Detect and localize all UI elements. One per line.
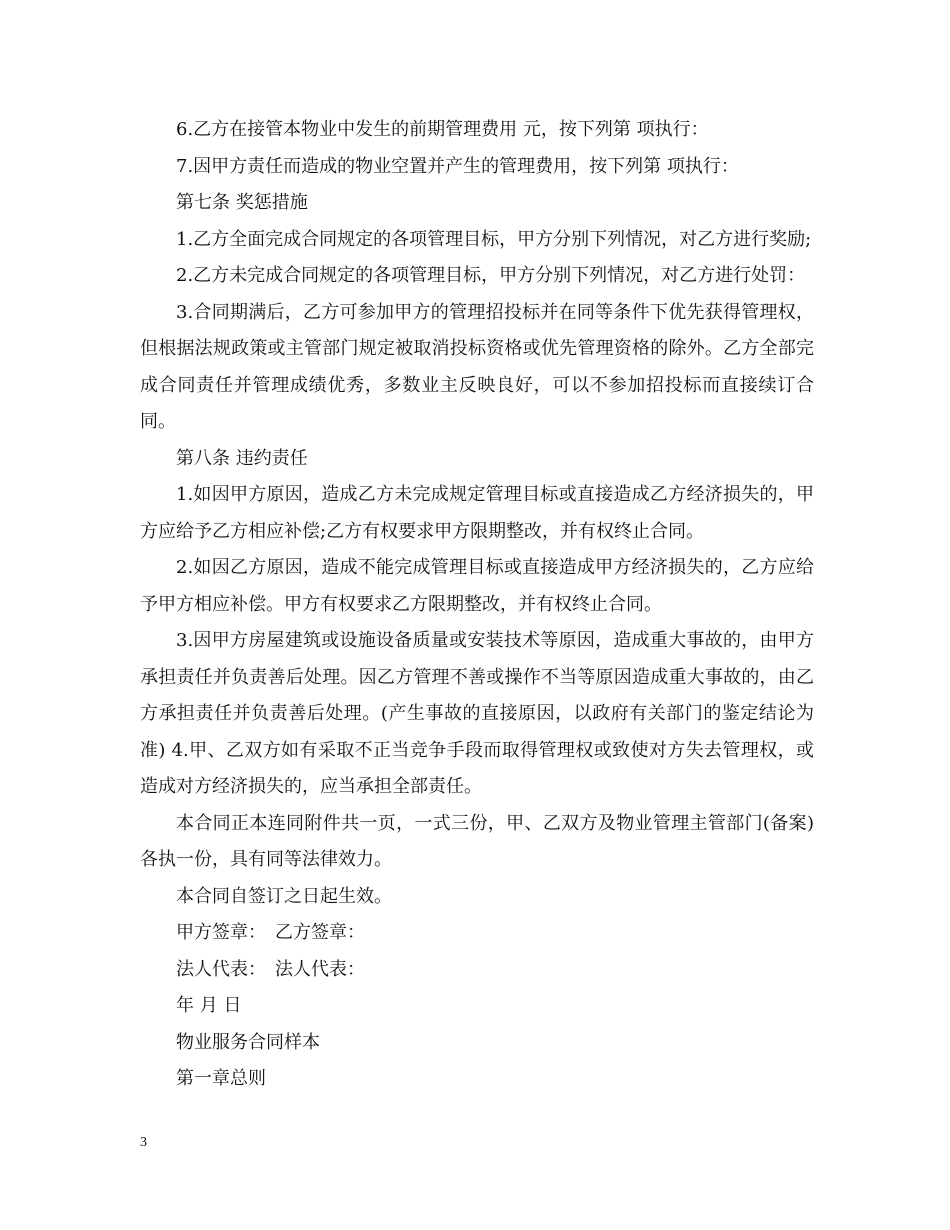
paragraph: 1.如因甲方原因，造成乙方未完成规定管理目标或直接造成乙方经济损失的，甲方应给予乙方相应补偿;乙方有权要求甲方限期整改，并有权终止合同。 <box>140 484 814 542</box>
section-heading: 物业服务合同样本 <box>176 1031 320 1053</box>
document-body <box>140 112 814 1098</box>
chapter-heading: 第一章总则 <box>176 1068 266 1089</box>
paragraph: 3.因甲方房屋建筑或设施设备质量或安装技术等原因，造成重大事故的，由甲方承担责任并负责善后处理。因乙方管理不善或操作不当等原因造成重大事故的，由乙方承担责任并负责善后处理。(产生事故的直接原因，以政府有关部门的鉴定结论为准) 4.甲、乙双方如有采取不正当竞争手段而取得管理权或致使对方失去管理权，或造成对方经济损失的，应当承担全部责任。 <box>140 630 814 797</box>
paragraph: 2.如因乙方原因，造成不能完成管理目标或直接造成甲方经济损失的，乙方应给予甲方相应补偿。甲方有权要求乙方限期整改，并有权终止合同。 <box>140 557 814 615</box>
page-number: 3 <box>140 1135 147 1150</box>
signature-line: 甲方签章： 乙方签章： <box>176 922 365 943</box>
representative-line: 法人代表： 法人代表： <box>176 958 365 980</box>
paragraph: 6.乙方在接管本物业中发生的前期管理费用 元，按下列第 项执行： <box>176 119 709 140</box>
section-heading: 第八条 违约责任 <box>176 447 308 469</box>
paragraph: 1.乙方全面完成合同规定的各项管理目标，甲方分别下列情况，对乙方进行奖励; <box>176 228 812 250</box>
paragraph: 本合同正本连同附件共一页，一式三份，甲、乙双方及物业管理主管部门(备案)各执一份，具有同等法律效力。 <box>140 812 814 870</box>
paragraph: 7.因甲方责任而造成的物业空置并产生的管理费用，按下列第 项执行： <box>176 155 739 177</box>
paragraph: 3.合同期满后，乙方可参加甲方的管理招投标并在同等条件下优先获得管理权，但根据法规政策或主管部门规定被取消投标资格或优先管理资格的除外。乙方全部完成合同责任并管理成绩优秀，多数业主反映良好，可以不参加招投标而直接续订合同。 <box>140 301 814 432</box>
section-heading: 第七条 奖惩措施 <box>176 192 308 213</box>
paragraph: 2.乙方未完成合同规定的各项管理目标，甲方分别下列情况，对乙方进行处罚： <box>176 265 806 286</box>
date-line: 年 月 日 <box>176 995 242 1016</box>
paragraph: 本合同自签订之日起生效。 <box>176 885 392 907</box>
